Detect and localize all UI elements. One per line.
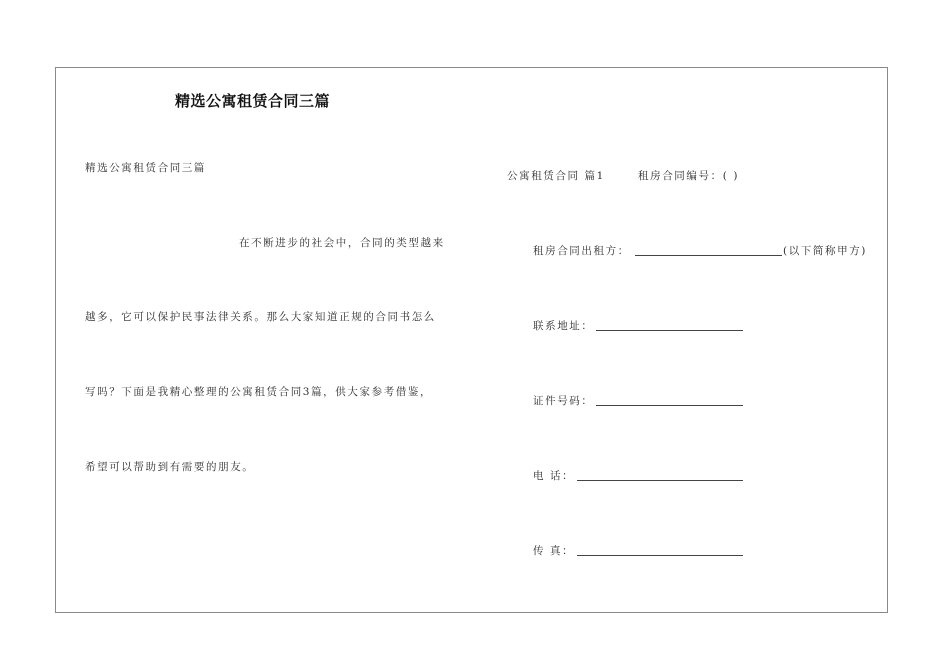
fax-blank-line bbox=[577, 555, 743, 556]
lessor-label: 租房合同出租方： bbox=[533, 245, 630, 257]
lessor-blank-line bbox=[635, 255, 782, 256]
document-title: 精选公寓租赁合同三篇 bbox=[175, 92, 331, 110]
phone-blank-line bbox=[577, 480, 743, 481]
phone-label: 电 话： bbox=[533, 470, 575, 482]
document-page-frame bbox=[55, 67, 888, 613]
id-number-blank-line bbox=[596, 405, 743, 406]
intro-line-4: 希望可以帮助到有需要的朋友。 bbox=[85, 461, 255, 473]
intro-line-3: 写吗？下面是我精心整理的公寓租赁合同3篇，供大家参考借鉴， bbox=[85, 386, 433, 398]
address-label: 联系地址： bbox=[533, 320, 594, 332]
contract-heading: 公寓租赁合同 篇1 bbox=[507, 170, 605, 182]
intro-line-1: 在不断进步的社会中，合同的类型越来 bbox=[239, 237, 445, 249]
address-blank-line bbox=[596, 330, 743, 331]
contract-number-label: 租房合同编号：( ) bbox=[638, 170, 740, 182]
lessor-note: (以下简称甲方) bbox=[783, 245, 867, 257]
intro-line-2: 越多，它可以保护民事法律关系。那么大家知道正规的合同书怎么 bbox=[85, 311, 436, 323]
subtitle: 精选公寓租赁合同三篇 bbox=[85, 162, 206, 174]
id-number-label: 证件号码： bbox=[533, 395, 594, 407]
fax-label: 传 真： bbox=[533, 545, 575, 557]
